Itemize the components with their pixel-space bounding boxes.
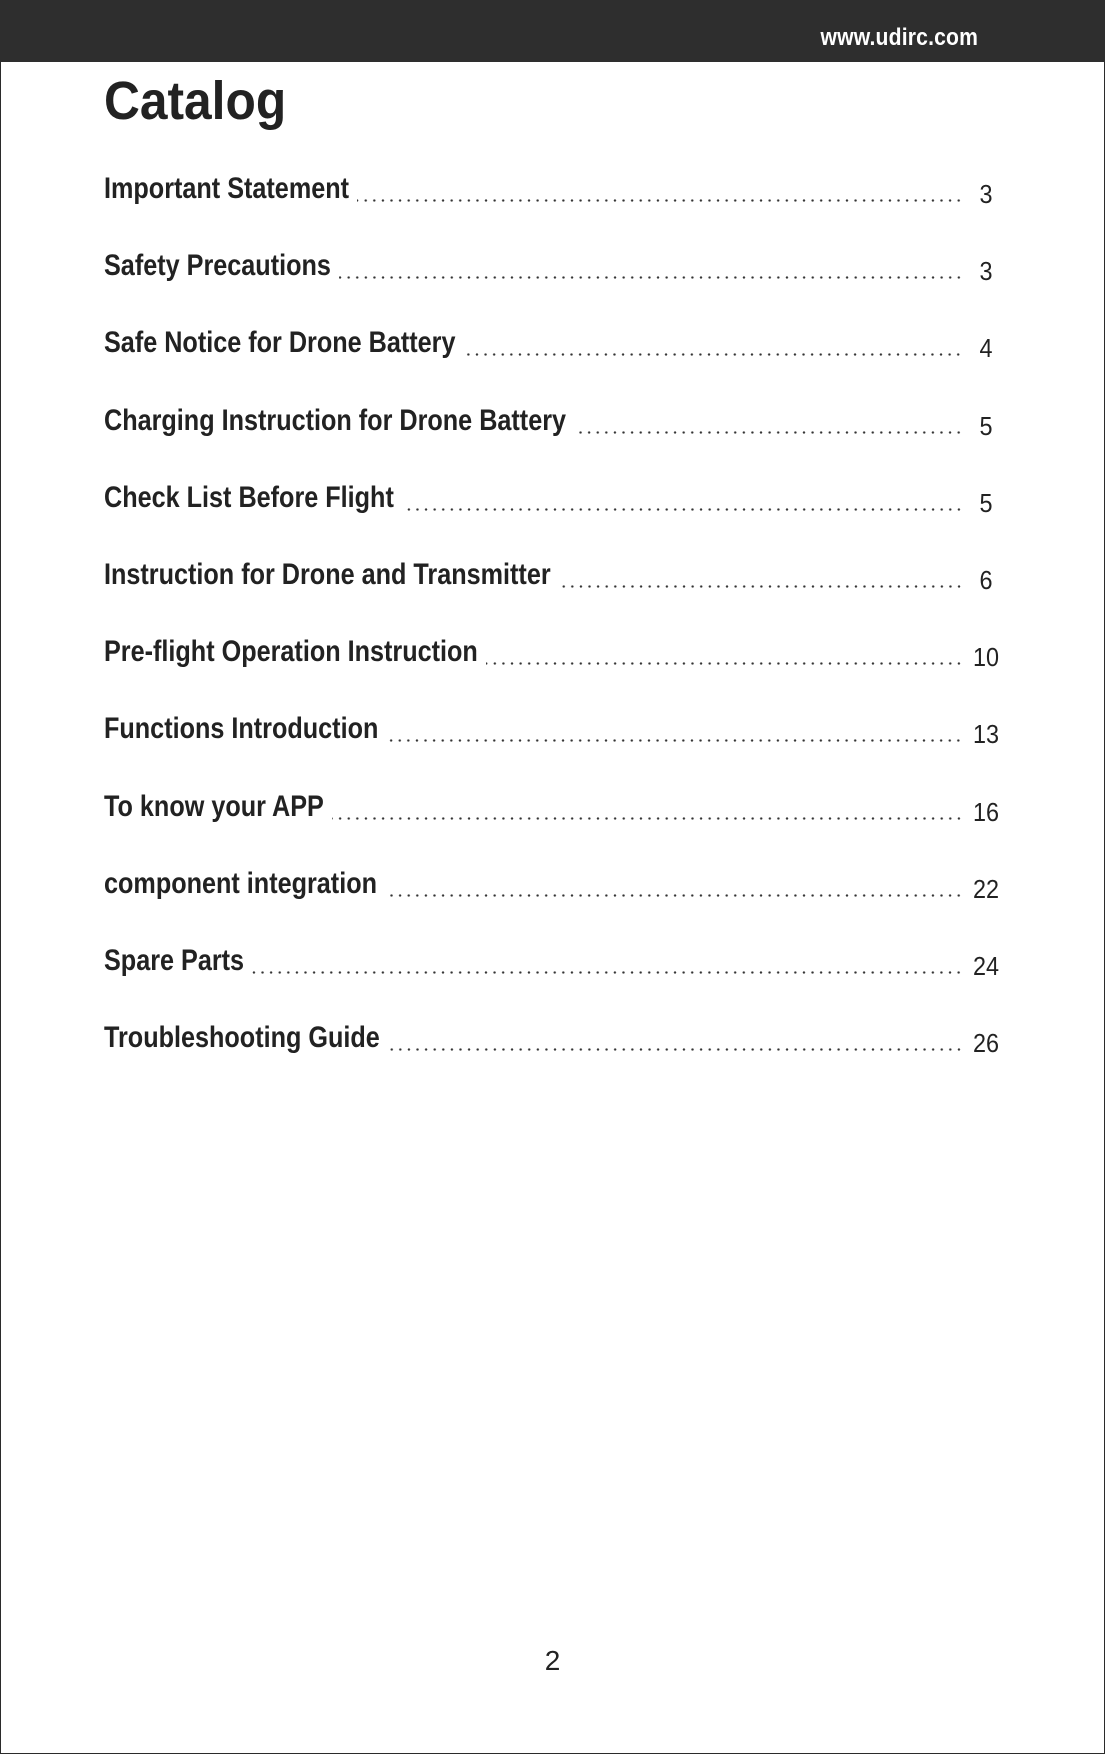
toc-entry-page: 3	[979, 256, 993, 287]
toc-entry-important-statement[interactable]	[104, 172, 1004, 249]
table-of-contents	[104, 172, 1004, 1098]
toc-entry-label: component integration	[104, 866, 377, 900]
toc-entry-page: 4	[979, 333, 993, 364]
dot-leader	[486, 662, 963, 665]
site-url[interactable]: www.udirc.com	[820, 24, 978, 51]
toc-entry-page: 5	[979, 410, 993, 441]
toc-entry-safe-notice-battery[interactable]	[104, 326, 1004, 403]
toc-entry-page: 16	[972, 796, 1000, 827]
toc-entry-page: 10	[972, 642, 1000, 673]
dot-leader	[388, 1048, 963, 1051]
toc-entry-pre-flight[interactable]	[104, 635, 1004, 712]
dot-leader	[252, 971, 963, 974]
toc-entry-label: Troubleshooting Guide	[104, 1021, 380, 1055]
toc-entry-page: 24	[972, 950, 1000, 981]
dot-leader	[402, 508, 963, 511]
dot-leader	[332, 817, 963, 820]
toc-entry-charging-instruction[interactable]	[104, 404, 1004, 481]
toc-entry-label: To know your APP	[104, 789, 324, 823]
toc-entry-component-integration[interactable]	[104, 867, 1004, 944]
dot-leader	[357, 199, 963, 202]
toc-entry-label: Important Statement	[104, 172, 350, 205]
toc-entry-label: Instruction for Drone and Transmitter	[104, 557, 551, 591]
toc-entry-page: 3	[979, 179, 993, 209]
dot-leader	[559, 585, 963, 588]
toc-entry-label: Check List Before Flight	[104, 480, 394, 514]
toc-entry-label: Safe Notice for Drone Battery	[104, 326, 456, 360]
toc-entry-page: 6	[979, 564, 993, 595]
dot-leader	[386, 739, 963, 742]
dot-leader	[339, 276, 963, 279]
toc-entry-page: 22	[972, 873, 1000, 904]
page-number: 2	[544, 1645, 561, 1676]
toc-entry-label: Safety Precautions	[104, 249, 331, 283]
toc-entry-safety-precautions[interactable]	[104, 249, 1004, 326]
toc-entry-label: Spare Parts	[104, 943, 245, 977]
toc-entry-label: Functions Introduction	[104, 712, 379, 746]
toc-entry-page: 13	[972, 719, 1000, 750]
toc-entry-label: Pre-flight Operation Instruction	[104, 635, 478, 669]
toc-entry-drone-transmitter[interactable]	[104, 558, 1004, 635]
toc-entry-app[interactable]	[104, 790, 1004, 867]
toc-entry-check-list[interactable]	[104, 481, 1004, 558]
toc-entry-troubleshooting[interactable]	[104, 1021, 1004, 1098]
header-bar	[0, 0, 1105, 62]
toc-entry-page: 26	[972, 1028, 1000, 1059]
page-title: Catalog	[104, 71, 287, 131]
toc-entry-spare-parts[interactable]	[104, 944, 1004, 1021]
toc-entry-page: 5	[979, 487, 993, 518]
toc-entry-label: Charging Instruction for Drone Battery	[104, 403, 567, 437]
dot-leader	[463, 353, 963, 356]
toc-entry-functions[interactable]	[104, 712, 1004, 789]
dot-leader	[385, 894, 963, 897]
dot-leader	[574, 431, 963, 434]
